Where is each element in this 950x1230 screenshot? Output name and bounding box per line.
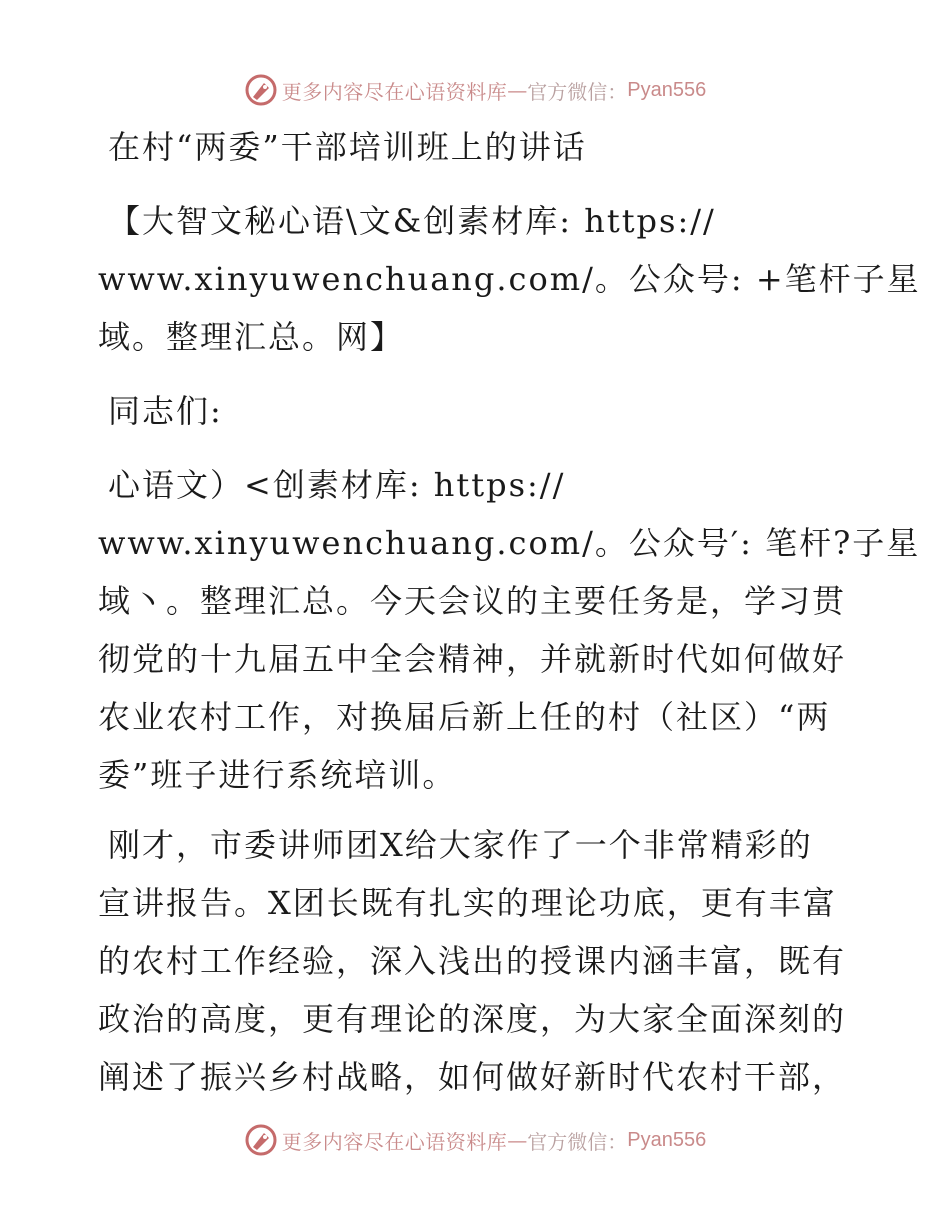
document-body: [98, 118, 921, 1106]
salutation: 同志们:: [108, 392, 223, 430]
watermark-wechat-id: Pyan556: [627, 1128, 707, 1151]
paragraph-line: 刚才，市委讲师团X给大家作了一个非常精彩的: [108, 826, 813, 864]
paragraph-line: 阐述了振兴乡村战略，如何做好新时代农村干部，: [98, 1058, 847, 1096]
watermark-wechat-label: 官方微信：: [527, 1129, 628, 1154]
watermark-separator: —: [507, 1128, 528, 1152]
paragraph-line: www.xinyuwenchuang.com/。公众号′: 笔杆?子星: [98, 524, 921, 562]
footer-watermark: [0, 1120, 950, 1160]
pen-nib-icon: [244, 73, 278, 107]
watermark-wechat-id: Pyan556: [627, 78, 707, 101]
watermark-text: 更多内容尽在心语资料库: [281, 1129, 508, 1154]
paragraph-line: 心语文）<创素材库: https://: [108, 466, 566, 504]
spacer: [98, 440, 854, 456]
paragraph-line: 的农村工作经验，深入浅出的授课内涵丰富，既有: [98, 942, 847, 980]
header-watermark: [0, 70, 950, 110]
paragraph-line: 宣讲报告。X团长既有扎实的理论功底，更有丰富: [98, 884, 837, 922]
source-line: www.xinyuwenchuang.com/。公众号: +笔杆子星: [98, 260, 921, 298]
paragraph-1: [98, 456, 921, 804]
watermark-wechat-label: 官方微信：: [527, 79, 628, 104]
spacer: [98, 366, 854, 382]
source-line: 【大智文秘心语\文&创素材库: https://: [108, 202, 716, 240]
paragraph-line: 政治的高度，更有理论的深度，为大家全面深刻的: [98, 1000, 847, 1038]
paragraph-line: 农业农村工作，对换届后新上任的村（社区）“两: [98, 698, 831, 736]
document-title: 在村“两委”干部培训班上的讲话: [108, 128, 587, 166]
watermark-text: 更多内容尽在心语资料库: [281, 79, 508, 104]
paragraph-line: 彻党的十九届五中全会精神，并就新时代如何做好: [98, 640, 847, 678]
spacer: [98, 804, 854, 816]
spacer: [98, 176, 854, 192]
source-line: 域。整理汇总。网】: [98, 318, 405, 356]
paragraph-line: 域丶。整理汇总。今天会议的主要任务是，学习贯: [98, 582, 847, 620]
paragraph-line: 委”班子进行系统培训。: [98, 756, 457, 794]
source-block: [98, 192, 921, 366]
paragraph-2: [98, 816, 854, 1106]
pen-nib-icon: [244, 1123, 278, 1157]
watermark-separator: —: [507, 78, 528, 102]
